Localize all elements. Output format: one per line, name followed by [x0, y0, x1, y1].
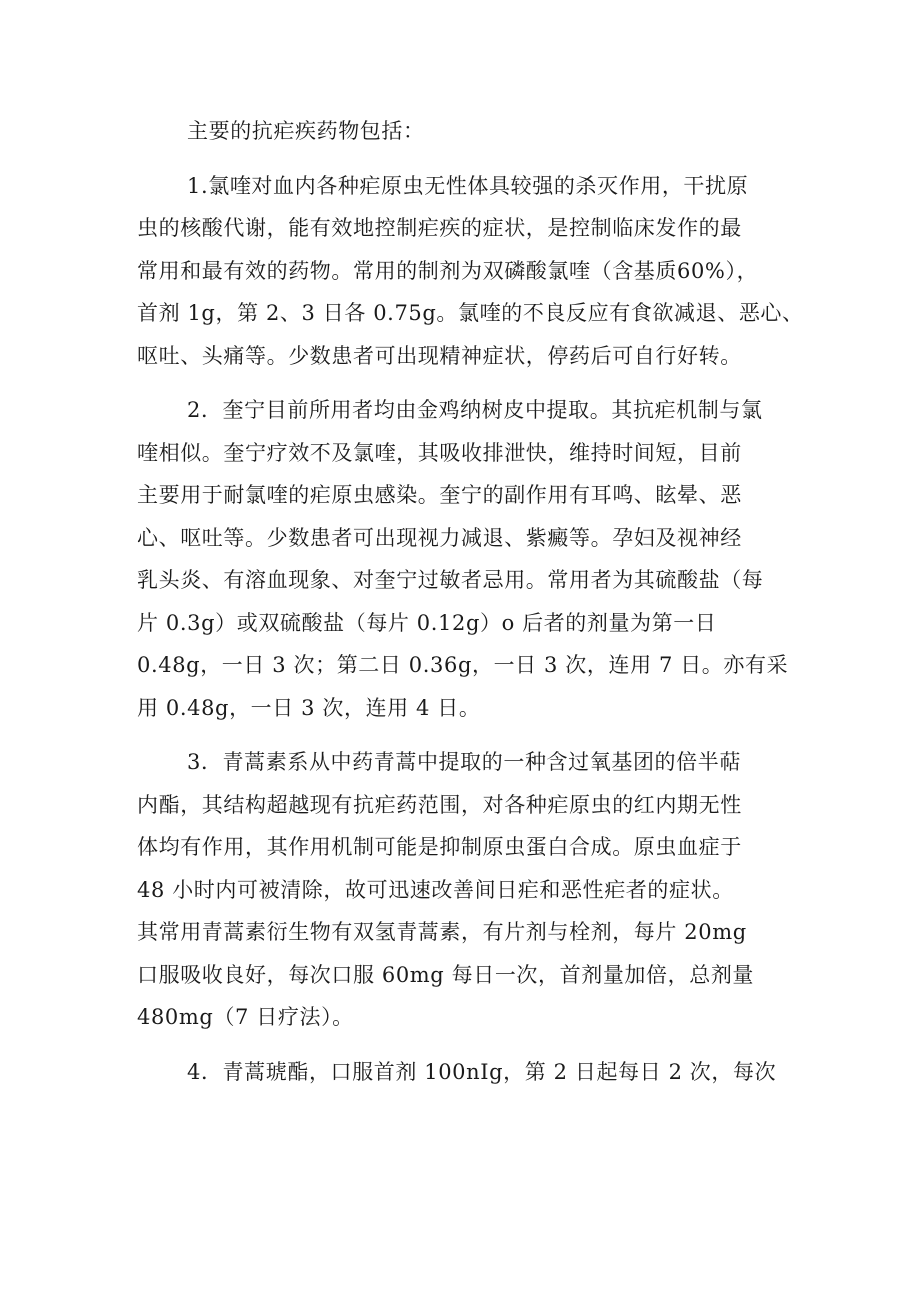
text-line: 乳头炎、有溶血现象、对奎宁过敏者忌用。常用者为其硫酸盐（每: [137, 568, 764, 592]
text-line: 3．青蒿素系从中药青蒿中提取的一种含过氧基团的倍半萜: [187, 750, 741, 774]
document-body: [137, 110, 804, 1093]
paragraph-artemisinin: [137, 741, 792, 1039]
text-line: 用 0.48g，一日 3 次，连用 4 日。: [137, 695, 481, 720]
text-line: 480mg（7 日疗法）。: [137, 1005, 354, 1029]
text-line: 心、呕吐等。少数患者可出现视力减退、紫癜等。孕妇及视神经: [137, 525, 742, 550]
paragraph-artesunate: [137, 1051, 792, 1094]
text-line: 0.48g，一日 3 次；第二日 0.36g，一日 3 次，连用 7 日。亦有采: [137, 653, 789, 677]
text-line: 1.氯喹对血内各种疟原虫无性体具较强的杀灭作用，干扰原: [187, 173, 749, 198]
text-line: 主要用于耐氯喹的疟原虫感染。奎宁的副作用有耳鸣、眩晕、恶: [137, 483, 742, 507]
text-line: 口服吸收良好，每次口服 60mg 每日一次，首剂量加倍，总剂量: [137, 962, 755, 987]
paragraph-quinine: [137, 389, 792, 729]
text-line: 4．青蒿琥酯，口服首剂 100nIg，第 2 日起每日 2 次，每次: [187, 1059, 777, 1084]
text-line: 首剂 1g，第 2、3 日各 0.75g。氯喹的不良反应有食欲减退、恶心、: [137, 301, 804, 325]
text-line: 常用和最有效的药物。常用的制剂为双磷酸氯喹（含基质60%），: [137, 258, 759, 283]
text-line: 其常用青蒿素衍生物有双氢青蒿素，有片剂与栓剂，每片 20mg: [137, 920, 747, 944]
text-line: 片 0.3g）或双硫酸盐（每片 0.12g）o 后者的剂量为第一日: [137, 610, 717, 635]
text-line: 喹相似。奎宁疗效不及氯喹，其吸收排泄快，维持时间短，目前: [137, 440, 742, 465]
text-line: 虫的核酸代谢，能有效地控制疟疾的症状，是控制临床发作的最: [137, 216, 742, 240]
text-line: 体均有作用，其作用机制可能是抑制原虫蛋白合成。原虫血症于: [137, 835, 742, 859]
text-line: 主要的抗疟疾药物包括：: [187, 119, 425, 143]
text-line: 48 小时内可被清除，故可迅速改善间日疟和恶性疟者的症状。: [137, 877, 734, 902]
paragraph-chloroquine: [137, 165, 804, 378]
intro-paragraph: [137, 110, 792, 153]
text-line: 2．奎宁目前所用者均由金鸡纳树皮中提取。其抗疟机制与氯: [187, 398, 763, 422]
text-line: 内酯，其结构超越现有抗疟药范围，对各种疟原虫的红内期无性: [137, 792, 742, 817]
text-line: 呕吐、头痛等。少数患者可出现精神症状，停药后可自行好转。: [137, 343, 742, 368]
